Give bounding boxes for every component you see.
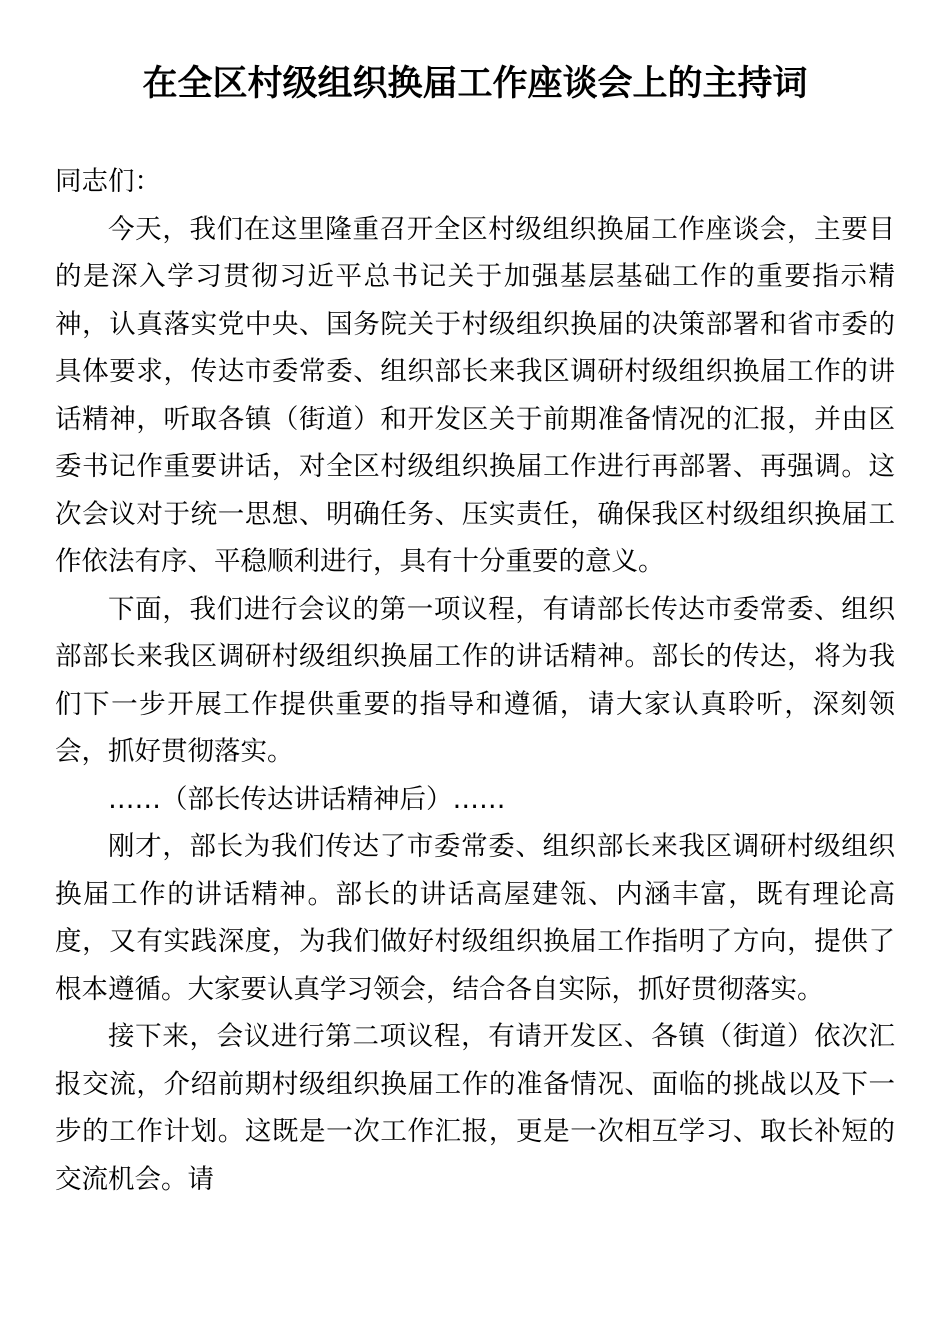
page-content [55,0,895,1203]
page-title: 在全区村级组织换届工作座谈会上的主持词 [142,64,808,104]
paragraph-opening: 今天，我们在这里隆重召开全区村级组织换届工作座谈会，主要目的是深入学习贯彻习近平总书记关于加强基层基础工作的重要指示精神，认真落实党中央、国务院关于村级组织换届的决策部署和省市委的具体要求，传达市委常委、组织部长来我区调研村级组织换届工作的讲话精神，听取各镇（街道）和开发区关于前期准备情况的汇报，并由区委书记作重要讲话，对全区村级组织换届工作进行再部署、再强调。这次会议对于统一思想、明确任务、压实责任，确保我区村级组织换届工作依法有序、平稳顺利进行，具有十分重要的意义。 [55,213,895,577]
title-body-spacer [55,106,895,158]
paragraph-after-relay: 刚才，部长为我们传达了市委常委、组织部长来我区调研村级组织换届工作的讲话精神。部长的讲话高屋建瓴、内涵丰富，既有理论高度，又有实践深度，为我们做好村级组织换届工作指明了方向，提供了根本遵循。大家要认真学习领会，结合各自实际，抓好贯彻落实。 [55,831,895,1005]
paragraph-agenda-item-two: 接下来，会议进行第二项议程，有请开发区、各镇（街道）依次汇报交流，介绍前期村级组织换届工作的准备情况、面临的挑战以及下一步的工作计划。这既是一次工作汇报，更是一次相互学习、取长补短的交流机会。请 [55,1021,895,1195]
salutation: 同志们： [55,166,161,197]
paragraph-stage-direction: ……（部长传达讲话精神后）…… [108,783,506,815]
paragraph-agenda-item-one: 下面，我们进行会议的第一项议程，有请部长传达市委常委、组织部部长来我区调研村级组织换届工作的讲话精神。部长的传达，将为我们下一步开展工作提供重要的指导和遵循，请大家认真聆听，深刻领会，抓好贯彻落实。 [55,593,895,767]
